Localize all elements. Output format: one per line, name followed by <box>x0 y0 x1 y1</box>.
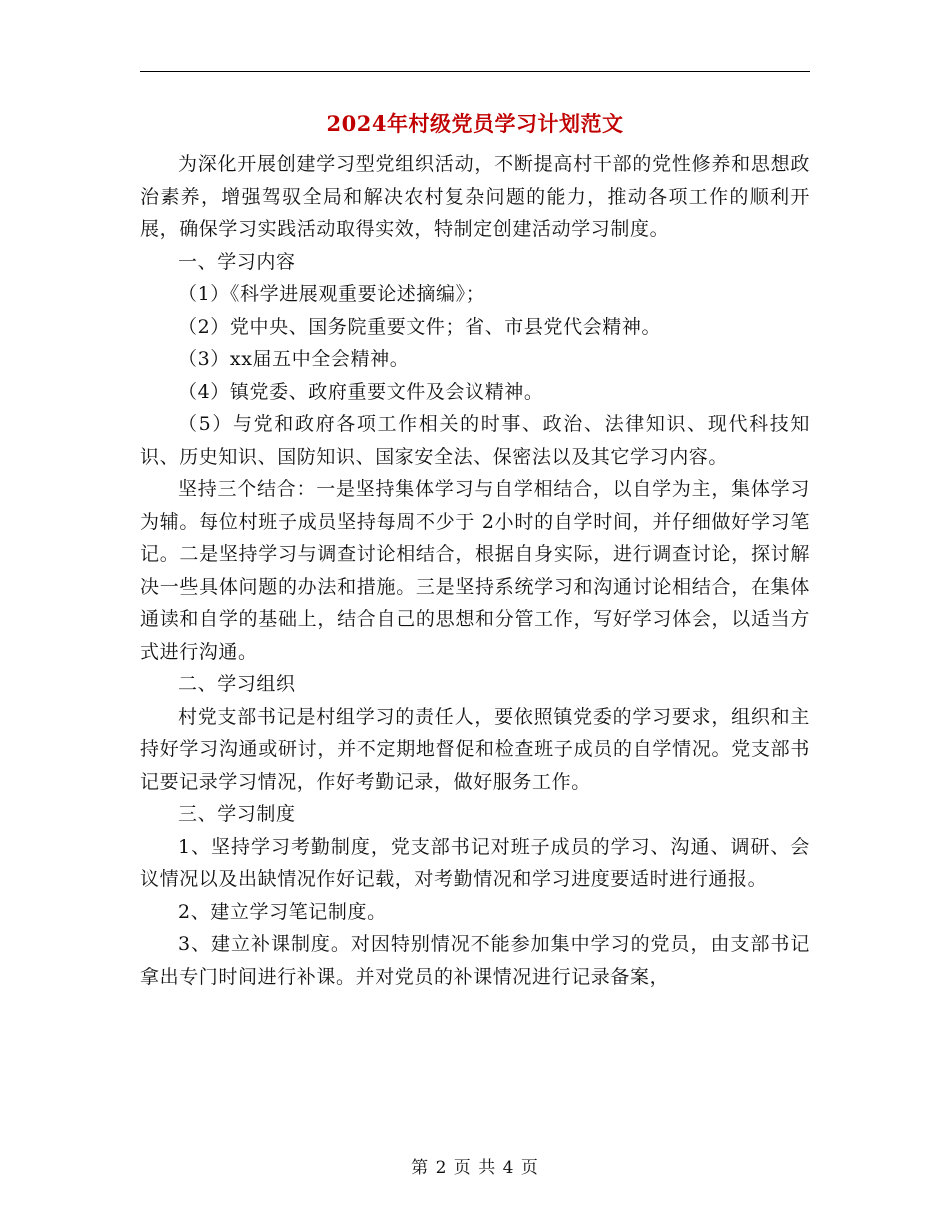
rule-item-2: 2、建立学习笔记制度。 <box>178 900 387 923</box>
list-item-1: （1）《科学进展观重要论述摘编》； <box>178 283 486 305</box>
header-rule <box>140 71 810 72</box>
list-item-5: （5）与党和政府各项工作相关的时事、政治、法律知识、现代科技知识、历史知识、国防知识、国家安全法、保密法以及其它学习内容。 <box>140 413 810 468</box>
paragraph-intro: 为深化开展创建学习型党组织活动，不断提高村干部的党性修养和思想政治素养，增强驾驭全局和解决农村复杂问题的能力，推动各项工作的顺利开展，确保学习实践活动取得实效，特制定创建活动学习制度。 <box>140 153 810 240</box>
document-body <box>140 148 810 993</box>
page-footer: 第 2 页 共 4 页 <box>411 1158 539 1178</box>
list-item-2: （2）党中央、国务院重要文件；省、市县党代会精神。 <box>178 315 662 338</box>
paragraph-three-combinations: 坚持三个结合：一是坚持集体学习与自学相结合，以自学为主，集体学习为辅。每位村班子成员坚持每周不少于 2小时的自学时间，并仔细做好学习笔记。二是坚持学习与调查讨论相结合，根据自身实际，进行调查讨论，探讨解决一些具体问题的办法和措施。三是坚持系统学习和沟通讨论相结合，在集体通读和自学的基础上，结合自己的思想和分管工作，写好学习体会，以适当方式进行沟通。 <box>140 478 810 663</box>
list-item-4: （4）镇党委、政府重要文件及会议精神。 <box>178 380 544 403</box>
rule-item-3: 3、建立补课制度。对因特别情况不能参加集中学习的党员，由支部书记拿出专门时间进行补课。并对党员的补课情况进行记录备案， <box>140 933 810 988</box>
document-title: 2024年村级党员学习计划范文 <box>326 111 624 136</box>
section-heading-organization: 二、学习组织 <box>178 673 296 695</box>
section-heading-system: 三、学习制度 <box>178 803 296 825</box>
rule-item-1: 1、坚持学习考勤制度，党支部书记对班子成员的学习、沟通、调研、会议情况以及出缺情况作好记载，对考勤情况和学习进度要适时进行通报。 <box>140 835 810 890</box>
section-heading-content: 一、学习内容 <box>178 250 296 273</box>
paragraph-organization: 村党支部书记是村组学习的责任人，要依照镇党委的学习要求，组织和主持好学习沟通或研讨，并不定期地督促和检查班子成员的自学情况。党支部书记要记录学习情况，作好考勤记录，做好服务工作。 <box>140 705 810 793</box>
list-item-3: （3）xx届五中全会精神。 <box>178 348 410 370</box>
